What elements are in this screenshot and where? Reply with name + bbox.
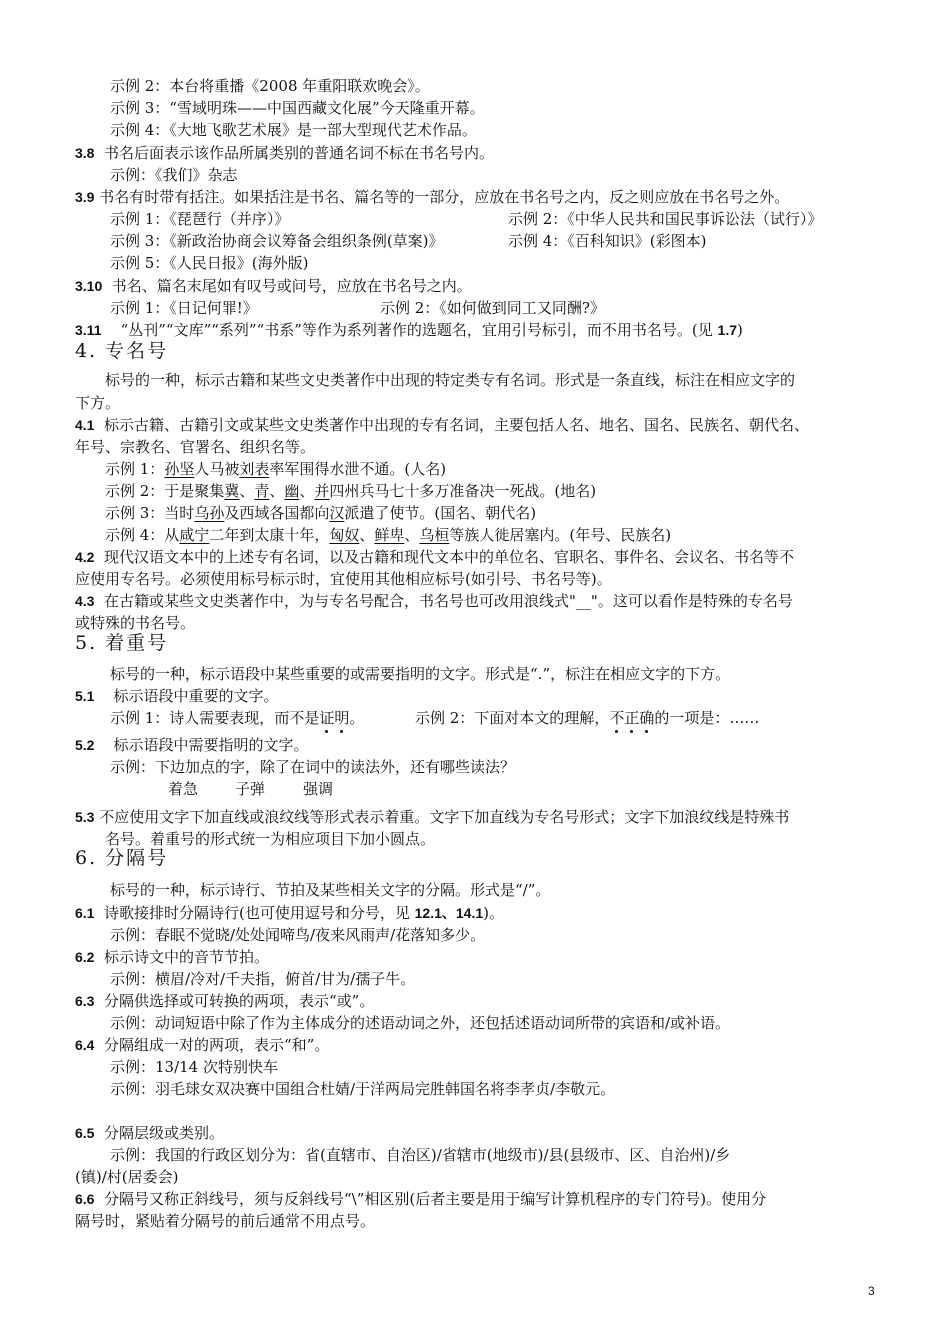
clause-number: 3.9 [75, 189, 95, 205]
example-text: 率军围得水泄不通。(人名) [269, 460, 447, 478]
example-line: 示例 4：《百科知识》(彩图本) [508, 232, 707, 250]
example-line [415, 708, 759, 728]
example-line: 示例 5：《人民日报》(海外版) [110, 254, 309, 272]
example-line [105, 459, 446, 479]
clause-text: 不应使用文字下加直线或浪纹线等形式表示着重。文字下加直线为专名号形式；文字下加浪纹线是特殊书 [99, 808, 790, 826]
clause-number: 6.2 [75, 949, 95, 965]
clause-number: 5.2 [75, 737, 95, 753]
clause-number: 4.2 [75, 549, 95, 565]
clause-5-1 [75, 686, 279, 706]
clause-reference: 1.7 [717, 322, 738, 338]
clause-4-3 [75, 591, 793, 611]
proper-noun-mark: 鲜卑 [374, 526, 405, 544]
clause-number: 6.3 [75, 993, 95, 1009]
example-line [105, 503, 536, 523]
clause-number: 5.3 [75, 809, 95, 825]
proper-noun-mark: 青 [254, 482, 270, 500]
clause-3-9 [75, 187, 789, 207]
clause-text: “丛刊”“文库”“系列”“书系”等作为系列著作的选题名，宜用引号标引，而不用书名号。(见 [120, 321, 718, 339]
proper-noun-mark: 孙坚 [164, 460, 195, 478]
example-text: 、 [404, 526, 420, 544]
clause-number: 6.5 [75, 1125, 95, 1141]
example-line: 示例 3：“雪域明珠——中国西藏文化展”今天隆重开幕。 [110, 99, 485, 117]
example-line: 示例：我国的行政区划分为：省(直辖市、自治区)/省辖市(地级市)/县(县级市、区、自治州)/乡 [110, 1146, 731, 1164]
example-line: 示例：横眉/冷对/千夫指，俯首/甘为/孺子牛。 [110, 970, 416, 988]
example-line: 示例 2：《中华人民共和国民事诉讼法（试行）》 [508, 210, 823, 228]
emphasis-mark: 证 [319, 709, 335, 727]
clause-number: 4.1 [75, 417, 95, 433]
example-text: 。 [349, 709, 365, 727]
example-text: 人马被 [194, 460, 240, 478]
example-word: 子弹 [235, 780, 266, 798]
clause-number: 4.3 [75, 593, 95, 609]
clause-text: 分隔组成一对的两项，表示“和”。 [104, 1036, 330, 1054]
clause-text: 分隔供选择或可转换的两项，表示“或”。 [104, 992, 375, 1010]
proper-noun-mark: 乌孙 [194, 504, 225, 522]
clause-number: 3.10 [75, 278, 103, 294]
proper-noun-mark: 刘表 [239, 460, 270, 478]
example-text: 示例 4：从 [105, 526, 180, 544]
clause-5-3 [75, 807, 789, 827]
example-line: 示例 4：《大地飞歌艺术展》是一部大型现代艺术作品。 [110, 121, 477, 139]
clause-text: 分隔层级或类别。 [104, 1124, 225, 1142]
example-text: 示例 3：当时 [105, 504, 195, 522]
example-text: 示例 2：于是聚集 [105, 482, 225, 500]
clause-6-3 [75, 991, 374, 1011]
proper-noun-mark: 并 [314, 482, 330, 500]
clause-text: 诗歌接排时分隔诗行(也可使用逗号和分号，见 [104, 904, 415, 922]
clause-text: 现代汉语文本中的上述专有名词，以及古籍和现代文本中的单位名、官职名、事件名、会议名、书名等不 [104, 548, 795, 566]
example-text: 、 [299, 482, 315, 500]
example-text: 示例 2：下面对本文的理解， [415, 709, 610, 727]
clause-6-1 [75, 903, 504, 923]
proper-noun-mark: 匈奴 [329, 526, 360, 544]
emphasis-mark: 确 [639, 709, 655, 727]
clause-5-2 [75, 735, 309, 755]
example-word: 着急 [168, 780, 199, 798]
paragraph: 年号、宗教名、官署名、组织名等。 [75, 438, 316, 456]
example-text: 派遣了使节。(国名、朝代名) [344, 504, 537, 522]
example-line: 示例 2：本台将重播《2008 年重阳联欢晚会》。 [110, 77, 430, 95]
paragraph: 标号的一种，标示语段中某些重要的或需要指明的文字。形式是“.”，标注在相应文字的下方。 [110, 665, 731, 683]
example-line [110, 708, 364, 728]
example-line [105, 481, 596, 501]
clause-text: 在古籍或某些文史类著作中，为与专名号配合，书名号也可改用浪线式"__"。这可以看作是特殊的专名号 [104, 592, 793, 610]
section-heading-4: 4. 专名号 [75, 340, 169, 362]
example-line: 示例 2：《如何做到同工又同酬?》 [380, 299, 605, 317]
emphasis-mark: 正 [624, 709, 640, 727]
clause-6-4 [75, 1035, 329, 1055]
clause-number: 3.8 [75, 145, 95, 161]
clause-text-end: )。 [483, 904, 504, 922]
example-line: 示例 1：《日记何罪!》 [110, 299, 258, 317]
example-line: 示例 1：《琵琶行（并序）》 [110, 210, 290, 228]
clause-text: 标示语段中重要的文字。 [113, 687, 279, 705]
clause-number: 6.1 [75, 905, 95, 921]
example-word: 强调 [303, 780, 334, 798]
example-line: 示例：动词短语中除了作为主体成分的述语动词之外，还包括述语动词所带的宾语和/或补语。 [110, 1014, 731, 1032]
example-line: 示例：《我们》杂志 [110, 166, 238, 184]
example-line: 示例：羽毛球女双决赛中国组合杜婧/于洋两局完胜韩国名将李孝贞/李敬元。 [110, 1080, 616, 1098]
clause-number: 6.4 [75, 1037, 95, 1053]
clause-6-6 [75, 1189, 766, 1209]
clause-number: 3.11 [75, 322, 102, 338]
clause-text: 书名、篇名末尾如有叹号或问号，应放在书名号之内。 [111, 277, 472, 295]
paragraph: 名号。着重号的形式统一为相应项目下加小圆点。 [105, 830, 436, 848]
emphasis-mark: 不 [609, 709, 625, 727]
example-text: 的一项是：…… [654, 709, 760, 727]
paragraph: 隔号时，紧贴着分隔号的前后通常不用点号。 [75, 1212, 376, 1230]
example-line: 示例：13/14 次特别快车 [110, 1058, 278, 1076]
clause-text: 书名后面表示该作品所属类别的普通名词不标在书名号内。 [104, 144, 495, 162]
clause-4-1 [75, 415, 809, 435]
example-line [105, 525, 671, 545]
clause-text: 书名有时带有括注。如果括注是书名、篇名等的一部分，应放在书名号之内，反之则应放在书名号之外。 [99, 188, 790, 206]
proper-noun-mark: 冀 [224, 482, 240, 500]
paragraph: 应使用专名号。必须使用标号标示时，宜使用其他相应标号(如引号、书名号等)。 [75, 570, 612, 588]
paragraph: 标号的一种，标示古籍和某些文史类著作中出现的特定类专有名词。形式是一条直线，标注在相应文字的 [105, 371, 796, 389]
clause-6-5 [75, 1123, 224, 1143]
example-text: 示例 1：诗人需要表现，而不是 [110, 709, 320, 727]
paragraph: 或特殊的书名号。 [75, 614, 196, 632]
example-text: 、 [239, 482, 255, 500]
proper-noun-mark: 汉 [329, 504, 345, 522]
clause-6-2 [75, 947, 269, 967]
emphasis-mark: 明 [334, 709, 350, 727]
example-line: 示例：春眠不觉晓/处处闻啼鸟/夜来风雨声/花落知多少。 [110, 926, 486, 944]
example-text: 示例 1： [105, 460, 165, 478]
clause-reference: 12.1、14.1 [414, 905, 484, 921]
example-text: 及西域各国都向 [224, 504, 330, 522]
section-heading-6: 6. 分隔号 [75, 847, 169, 869]
example-line: 示例：下边加点的字，除了在词中的读法外，还有哪些读法？ [110, 758, 516, 776]
proper-noun-mark: 咸宁 [179, 526, 210, 544]
clause-text-end: ) [737, 321, 743, 339]
paragraph: 下方。 [75, 394, 121, 412]
clause-3-11 [75, 320, 743, 340]
example-text: 二年到太康十年， [209, 526, 330, 544]
proper-noun-mark: 幽 [284, 482, 300, 500]
clause-text: 分隔号又称正斜线号，须与反斜线号“\”相区别(后者主要是用于编写计算机程序的专门符号)。使用分 [104, 1190, 767, 1208]
example-text: 四州兵马七十多万准备决一死战。(地名) [329, 482, 597, 500]
example-line: (镇)/村(居委会) [75, 1168, 179, 1186]
page-number: 3 [868, 1284, 875, 1298]
proper-noun-mark: 乌桓 [419, 526, 450, 544]
section-heading-5: 5. 着重号 [75, 632, 169, 654]
paragraph: 标号的一种，标示诗行、节拍及某些相关文字的分隔。形式是“/”。 [110, 881, 551, 899]
clause-3-10 [75, 276, 472, 296]
example-line: 示例 3：《新政治协商会议筹备会组织条例(草案)》 [110, 232, 444, 250]
clause-number: 5.1 [75, 688, 95, 704]
example-text: 、 [269, 482, 285, 500]
clause-3-8 [75, 143, 494, 163]
clause-number: 6.6 [75, 1191, 95, 1207]
clause-4-2 [75, 547, 794, 567]
clause-text: 标示古籍、古籍引文或某些文史类著作中出现的专有名词，主要包括人名、地名、国名、民族名、朝代名、 [104, 416, 810, 434]
example-text: 、 [359, 526, 375, 544]
clause-text: 标示语段中需要指明的文字。 [113, 736, 309, 754]
example-text: 等族人徙居塞内。(年号、民族名) [449, 526, 672, 544]
clause-text: 标示诗文中的音节节拍。 [104, 948, 270, 966]
